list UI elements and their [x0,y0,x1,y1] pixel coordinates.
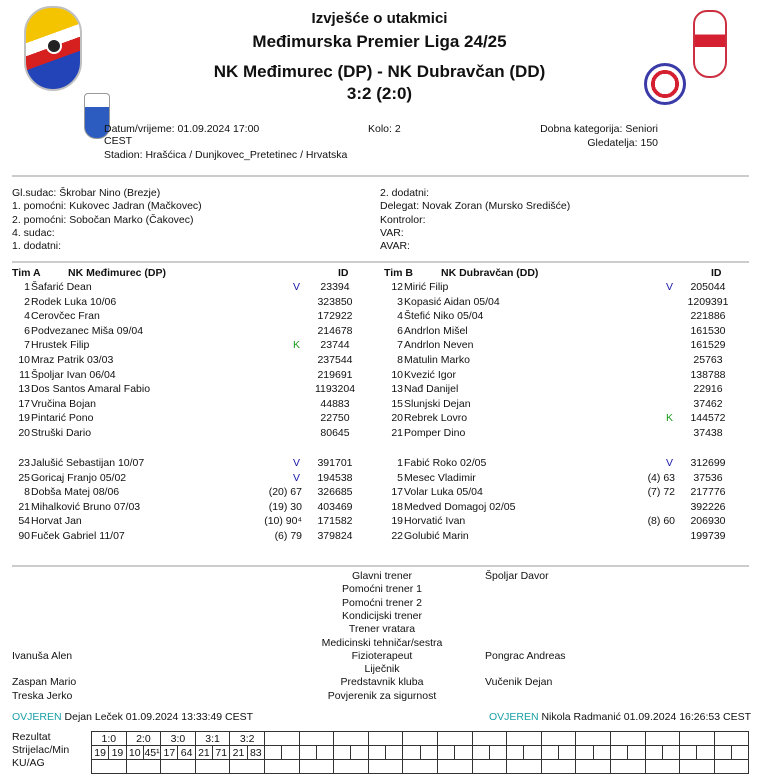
player-name: Medved Domagoj 02/05 [404,500,516,513]
row-label-kuag: KU/AG [12,757,45,769]
player-name: Struški Dario [31,427,92,439]
team-b-name: NK Dubravčan (DD) [441,267,539,279]
player-id: 391701 [317,457,353,469]
player-name: Volar Luka 05/04 [404,486,483,499]
player-name: Šafarić Dean [31,281,92,293]
official-line: VAR: [380,226,404,239]
player-row [373,353,743,367]
staff-role: Medicinski tehničar/sestra [321,636,443,649]
player-number: 1 [24,281,30,293]
player-name: Andrlon Mišel [404,324,468,337]
player-name: Horvat Jan [31,515,82,528]
player-number: 25 [18,471,30,484]
player-row [0,368,370,382]
player-name: Fuček Gabriel 11/07 [31,530,125,542]
player-id: 323850 [317,295,353,308]
score-cell [714,732,749,746]
player-number: 10 [18,354,30,366]
player-id: 379824 [317,530,353,542]
player-row [373,456,743,470]
player-row [373,471,743,485]
player-number: 4 [397,310,403,323]
player-id: 23744 [320,339,350,352]
kuag-cell [610,760,645,774]
scorer-minute-cell [593,746,610,760]
player-id: 44883 [320,397,350,410]
divider [12,565,749,567]
substitution-info: (7) 72 [647,486,675,499]
player-row [373,280,743,294]
player-number: 2 [24,295,30,308]
player-number: 11 [19,368,30,381]
away-staff-name: Vučenik Dejan [485,676,553,689]
player-number: 20 [18,427,30,439]
player-row [373,368,743,382]
kuag-cell [645,760,680,774]
player-name: Štefić Niko 05/04 [404,310,484,323]
player-row [0,324,370,338]
player-id: 326685 [317,486,353,499]
player-id: 205044 [690,281,726,293]
staff-role: Glavni trener [351,570,413,582]
player-number: 7 [24,339,30,352]
player-number: 20 [391,412,403,425]
scorer-minute-cell [316,746,333,760]
player-id: 37536 [693,471,723,484]
scorer-minute-cell [714,746,731,760]
player-id: 172922 [317,310,353,323]
player-row [373,397,743,411]
scorer-minute-cell [437,746,454,760]
player-number: 12 [391,281,403,293]
official-line: Gl.sudac: Škrobar Nino (Brezje) [12,187,161,199]
scorer-minute-cell: 45¹ [144,746,160,759]
score-cell [507,732,542,746]
score-cell: 3:2 [230,732,265,746]
scorer-minute-cell [680,746,697,760]
player-number: 1 [397,457,403,469]
staff-role: Predstavnik kluba [340,676,424,689]
player-row [0,456,370,470]
official-line: 2. dodatni: [380,187,430,199]
player-row [373,324,743,338]
player-id: 221886 [690,310,726,323]
stadium: Stadion: Hrašćica / Dunjkovec_Pretetinec / Hrvatska [104,149,348,161]
score-cell [299,732,334,746]
player-number: 21 [391,427,403,439]
player-row [373,500,743,514]
spectators: Gledatelja: 150 [587,137,658,149]
staff-role: Liječnik [364,663,400,676]
official-line: 2. pomoćni: Sobočan Marko (Čakovec) [12,213,194,226]
player-row [0,500,370,514]
player-id: 219691 [317,368,353,381]
match-timezone: CEST [104,135,133,147]
player-name: Hrustek Filip [31,339,90,352]
scorer-minute-cell [282,746,299,760]
staff-role: Fizioterapeut [351,649,413,662]
scorer-minute-cell [264,746,281,760]
player-name: Špoljar Ivan 06/04 [31,368,116,381]
score-cell: 3:1 [195,732,230,746]
substitution-info: (19) 30 [268,500,302,513]
verified-home-text: Dejan Leček 01.09.2024 13:33:49 CEST [64,711,254,723]
player-number: 18 [391,500,403,513]
player-name: Pintarić Pono [31,412,94,425]
score-cell [472,732,507,746]
verified-label: OVJEREN [488,711,539,723]
player-name: Mesec Vladimir [404,471,476,484]
player-number: 10 [391,368,403,381]
round: Kolo: 2 [368,123,401,135]
scorer-minute-cell: 19 [92,746,109,760]
player-row [0,514,370,528]
player-id: 37438 [693,427,723,439]
team-a-id-header: ID [338,267,349,279]
player-id: 194538 [317,471,353,484]
match-title: NK Međimurec (DP) - NK Dubravčan (DD) [213,62,546,81]
scorer-minute-cell: 83 [247,746,264,760]
player-row [373,426,743,440]
verified-away [489,711,751,723]
scorer-minute-cell [386,746,403,760]
player-id: 23394 [320,281,350,293]
scorer-minute-cell [662,746,679,760]
player-name: Dos Santos Amaral Fabio [31,383,151,396]
player-id: 206930 [690,515,726,528]
scorer-minute-cell [489,746,506,760]
kuag-cell [299,760,334,774]
scorer-minute-cell: 17 [161,746,178,760]
scorer-minute-cell [541,746,558,760]
scorer-minute-cell: 71 [213,746,230,760]
player-id: 217776 [690,486,726,499]
player-number: 13 [18,383,30,396]
player-row [373,338,743,352]
score-cell [610,732,645,746]
player-name: Kvezić Igor [404,368,456,381]
kuag-cell [161,760,196,774]
player-row [0,353,370,367]
player-row [0,471,370,485]
staff-role: Povjerenik za sigurnost [327,689,437,702]
kuag-cell [403,760,438,774]
player-id: 80645 [320,427,350,439]
player-id: 138788 [690,368,726,381]
player-row [0,338,370,352]
player-id: 144572 [690,412,726,425]
staff-role: Pomoćni trener 1 [342,583,422,596]
home-staff-name: Zaspan Mario [12,676,77,689]
player-number: 22 [391,530,403,542]
score-cell [334,732,369,746]
scorer-minute-cell: 21 [230,746,247,760]
match-score: 3:2 (2:0) [346,84,413,103]
verified-away-text: Nikola Radmanić 01.09.2024 16:26:53 CEST [541,711,751,723]
verified-home [12,711,253,723]
scorer-minute-cell [420,746,437,760]
scorer-minute-cell [731,746,748,760]
player-number: 4 [24,310,30,323]
official-line: Kontrolor: [380,213,426,226]
player-name: Goricaj Franjo 05/02 [31,471,127,484]
score-cell [437,732,472,746]
score-cell [403,732,438,746]
scorer-minute-cell: 64 [178,746,195,760]
kuag-cell [264,760,299,774]
player-id: 22750 [320,412,350,425]
staff-role: Pomoćni trener 2 [342,596,422,609]
player-id: 171582 [317,515,353,528]
player-name: Kopasić Aidan 05/04 [404,295,500,308]
player-number: 7 [397,339,403,352]
player-id: 403469 [317,500,353,513]
score-cell [264,732,299,746]
player-number: 8 [397,354,403,366]
away-staff-name: Špoljar Davor [485,570,549,582]
home-staff-name: Treska Jerko [12,689,73,702]
player-name: Jalušić Sebastijan 10/07 [31,457,145,469]
player-row [0,485,370,499]
kuag-cell [92,760,127,774]
player-row [373,295,743,309]
official-line: 1. dodatni: [12,240,62,253]
player-id: 1193204 [314,383,356,396]
score-cell [541,732,576,746]
score-cell: 3:0 [161,732,196,746]
player-id: 199739 [690,530,726,542]
substitution-info: (10) 90⁴ [264,515,302,528]
substitution-info: (6) 79 [274,530,302,542]
player-number: 3 [397,295,403,308]
substitution-info: (4) 63 [647,471,675,484]
official-line: 4. sudac: [12,226,55,239]
player-name: Slunjski Dejan [404,397,471,410]
substitution-info: (8) 60 [647,515,675,528]
kuag-cell [437,760,472,774]
results-table [91,731,749,774]
player-row [0,382,370,396]
substitution-info: (20) 67 [268,486,302,499]
kuag-cell [230,760,265,774]
kuag-cell [680,760,715,774]
player-id: 312699 [690,457,726,469]
player-number: 15 [391,397,403,410]
player-name: Andrlon Neven [404,339,474,352]
player-number: 19 [18,412,30,425]
player-row [373,529,743,543]
kuag-cell [541,760,576,774]
player-row [0,295,370,309]
league-title: Međimurska Premier Liga 24/25 [252,32,507,51]
kuag-cell [126,760,161,774]
player-id: 22916 [693,383,723,396]
player-row [0,411,370,425]
player-id: 25763 [693,354,723,366]
player-role-mark: V [666,457,674,469]
team-b-id-header: ID [711,267,722,279]
player-name: Dobša Matej 08/06 [31,486,120,499]
player-number: 13 [391,383,403,396]
player-number: 54 [18,515,30,528]
player-role-mark: V [666,281,674,293]
player-name: Rodek Luka 10/06 [31,295,117,308]
player-row [373,309,743,323]
player-name: Horvatić Ivan [404,515,466,528]
team-b-label: Tim B [384,267,413,279]
player-row [0,309,370,323]
score-cell [645,732,680,746]
player-name: Cerovčec Fran [31,310,100,323]
scorer-minute-cell [559,746,576,760]
scorer-minute-cell [455,746,472,760]
player-id: 37462 [693,397,723,410]
kuag-cell [368,760,403,774]
match-datetime: Datum/vrijeme: 01.09.2024 17:00 [104,123,260,135]
player-number: 90 [18,530,30,542]
player-number: 6 [24,324,30,337]
player-id: 161529 [690,339,726,352]
score-cell [368,732,403,746]
away-staff-name: Pongrac Andreas [485,649,566,662]
scorer-minute-cell [610,746,627,760]
verified-label: OVJEREN [12,711,62,723]
official-line: AVAR: [380,240,410,253]
player-id: 1209391 [687,295,729,308]
player-id: 214678 [317,324,353,337]
kuag-cell [195,760,230,774]
scorer-minute-cell [628,746,645,760]
player-number: 23 [18,457,30,469]
player-row [0,426,370,440]
kuag-cell [714,760,749,774]
scorer-minute-cell [351,746,368,760]
score-cell: 2:0 [126,732,161,746]
player-id: 237544 [317,354,353,366]
player-row [373,411,743,425]
scorer-minute-cell [334,746,351,760]
scorer-minute-cell [403,746,420,760]
player-number: 6 [397,324,403,337]
staff-role: Kondicijski trener [342,609,422,622]
player-name: Nađ Danijel [404,383,459,396]
player-row [0,529,370,543]
player-role-mark: V [293,281,301,293]
player-name: Fabić Roko 02/05 [404,457,487,469]
scorer-minute-cell [472,746,489,760]
player-name: Golubić Marin [404,530,469,542]
player-row [0,397,370,411]
scorer-minute-cell [368,746,385,760]
player-number: 5 [397,471,403,484]
player-row [373,382,743,396]
team-a-name: NK Međimurec (DP) [68,267,167,279]
player-name: Mihalković Bruno 07/03 [31,500,141,513]
player-name: Rebrek Lovro [404,412,468,425]
player-row [373,485,743,499]
player-name: Vručina Bojan [31,397,96,410]
divider [12,261,749,263]
kuag-cell [576,760,611,774]
team-a-label: Tim A [12,267,41,279]
home-staff-name: Ivanuša Alen [12,649,73,662]
scorer-minute-cell: 21 [195,746,212,760]
divider [12,175,749,177]
scorer-minute-cell [299,746,316,760]
player-number: 8 [24,486,30,499]
score-cell: 1:0 [92,732,127,746]
scorer-minute-cell: 10 [126,746,143,760]
player-number: 17 [18,397,30,410]
score-cell [576,732,611,746]
kuag-cell [507,760,542,774]
score-cell [680,732,715,746]
staff-role: Trener vratara [348,623,416,636]
scorer-minute-cell [697,746,714,760]
row-label-result: Rezultat [12,731,51,743]
player-role-mark: K [293,339,301,352]
scorer-minute-cell [524,746,541,760]
report-title: Izvješće o utakmici [311,10,448,27]
player-row [373,514,743,528]
scorer-minute-cell: 19 [109,746,126,760]
player-number: 19 [391,515,403,528]
kuag-cell [334,760,369,774]
player-name: Mraz Patrik 03/03 [31,354,114,366]
scorer-minute-cell [576,746,593,760]
age-category: Dobna kategorija: Seniori [540,123,658,135]
scorer-minute-cell [507,746,524,760]
player-id: 392226 [690,500,726,513]
player-number: 21 [18,500,30,513]
player-role-mark: V [293,457,301,469]
player-name: Mirić Filip [404,281,449,293]
player-name: Podvezanec Miša 09/04 [31,324,144,337]
player-row [0,280,370,294]
row-label-scorer: Strijelac/Min [12,744,70,756]
official-line: Delegat: Novak Zoran (Mursko Središće) [380,200,571,213]
official-line: 1. pomoćni: Kukovec Jadran (Mačkovec) [12,200,202,213]
player-id: 161530 [690,324,726,337]
player-number: 17 [391,486,403,499]
player-name: Matulin Marko [404,354,470,366]
scorer-minute-cell [645,746,662,760]
player-role-mark: V [293,471,301,484]
player-role-mark: K [666,412,674,425]
kuag-cell [472,760,507,774]
player-name: Pomper Dino [404,427,466,439]
